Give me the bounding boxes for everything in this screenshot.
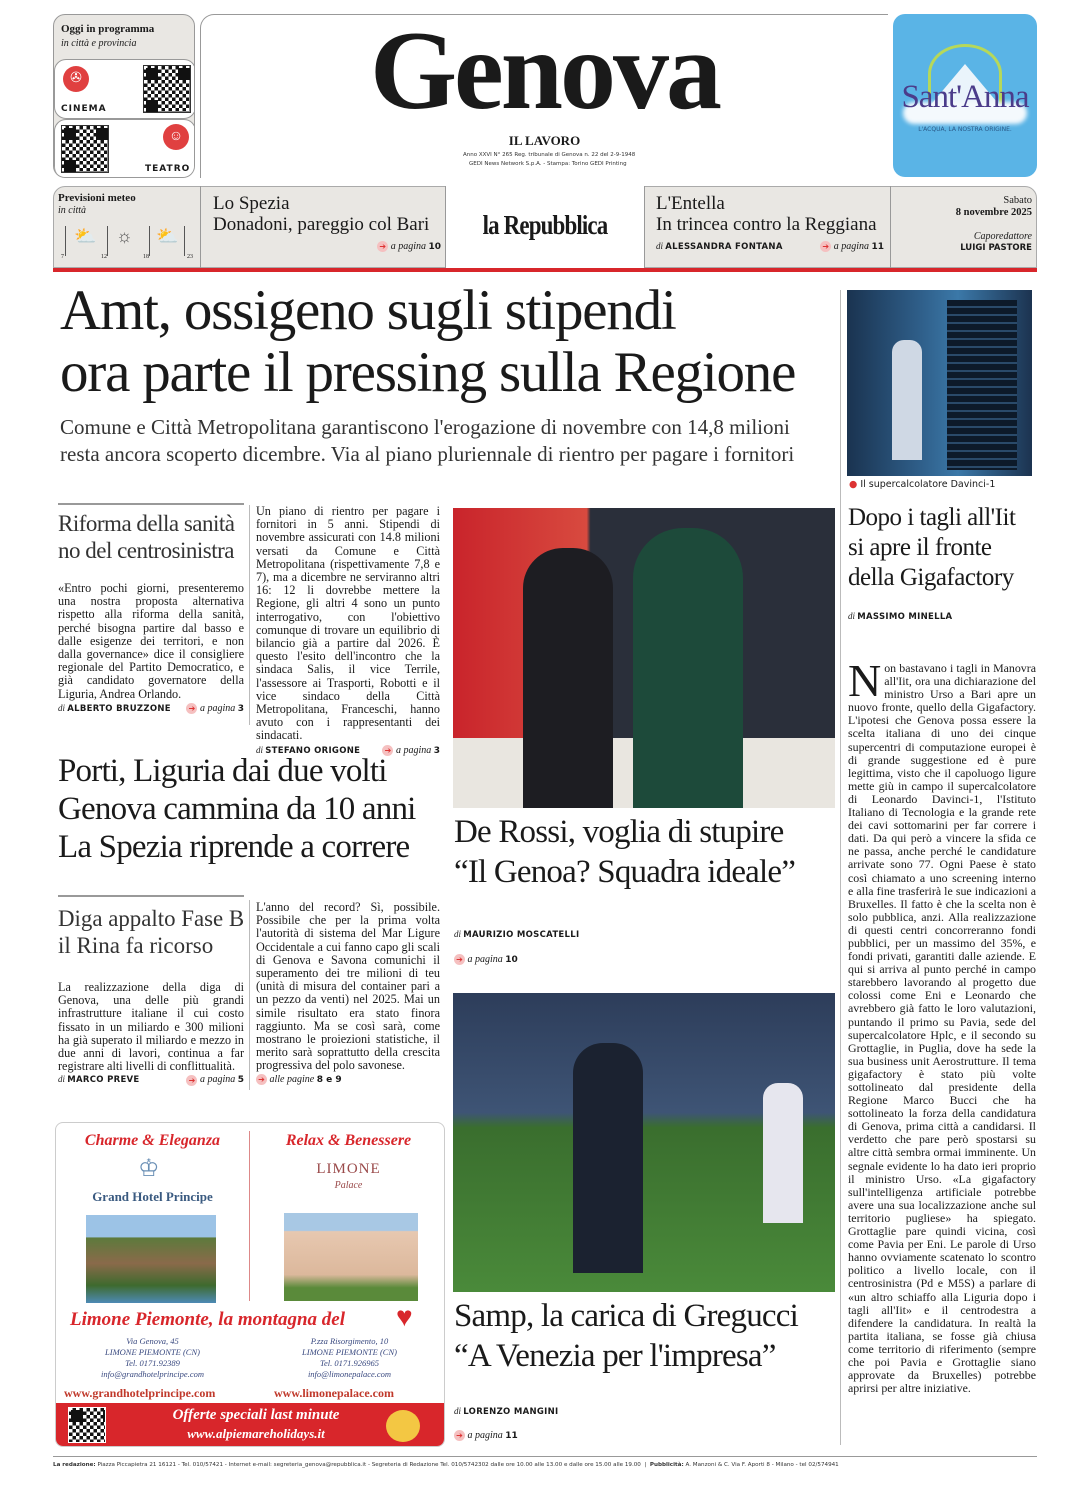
lead-subheadline: resta ancora scoperto dicembre. Via al piano pluriennale di rientro per pagare i fornitori [60, 442, 795, 466]
article-headline: Porti, Liguria dai due volti [58, 753, 387, 789]
byline [656, 241, 783, 252]
article-body: «Entro pochi giorni, presenteremo una nostra proposta alternativa rispetto alla riforma della sanità, perché bisogna partire dal basso e dalle esigenze dei territori, e non dalla governance» dice il consigliere regionale del Partito Democratico, e già candidato governatore della Liguria, Andrea Orlando. [58, 581, 244, 701]
layout-block [523, 548, 613, 808]
issue-date: 8 novembre 2025 [955, 207, 1032, 218]
layout-block [820, 241, 884, 252]
ad-bottom-left-addr-2: Tel. 0171.92389 [125, 1358, 180, 1368]
gigafactory-article[interactable] [848, 503, 1036, 1395]
lead-page: 3 [433, 745, 440, 756]
sanita-author: ALBERTO BRUZZONE [67, 703, 171, 714]
arrow-right-icon: ➔ [377, 241, 388, 252]
samp-ref: a pagina [467, 1430, 503, 1441]
porti-article[interactable] [58, 752, 442, 866]
arrow-right-icon: ➔ [820, 241, 831, 252]
lead-article[interactable] [60, 280, 835, 468]
qr-code-icon[interactable] [61, 125, 109, 173]
supercomputer-photo [847, 290, 1032, 476]
sanita-by-prefix: di [58, 702, 66, 713]
sun-icon: ☼ [116, 226, 133, 246]
layout-block [947, 300, 1017, 470]
ad-bottom-left-addr-0: Via Genova, 45 [126, 1336, 179, 1346]
santanna-tagline: L'ACQUA, LA NOSTRA ORIGINE. [918, 126, 1012, 133]
badge-icon [386, 1410, 420, 1442]
strip-spezia-page: 10 [428, 242, 441, 252]
entella-teaser[interactable] [656, 193, 884, 252]
samp-article[interactable] [454, 1296, 834, 1441]
sanita-page: 3 [237, 703, 244, 714]
program-subtitle: in città e provincia [61, 38, 137, 49]
derossi-by-prefix: di [454, 929, 462, 939]
dropcap: N [848, 655, 882, 706]
layout-block [249, 900, 250, 1090]
teaser-kicker: Lo Spezia [213, 193, 290, 214]
santanna-logo: Sant'Anna [901, 79, 1029, 115]
teaser-kicker: L'Entella [656, 193, 725, 214]
weather-hours-2: 18 [143, 254, 149, 260]
weekday: Sabato [1003, 195, 1032, 206]
layout-block [454, 954, 834, 965]
porti-body[interactable] [256, 901, 440, 1085]
diga-author: MARCO PREVE [67, 1075, 140, 1086]
layout-block [892, 340, 922, 460]
photo-caption [849, 479, 995, 491]
gregucci-photo [453, 993, 835, 1292]
caption-bullet-icon: ● [849, 479, 858, 490]
ad-offer-banner [56, 1403, 445, 1447]
partly-cloudy-icon: ⛅ [156, 226, 179, 246]
masthead-subtitle: IL LAVORO [508, 133, 581, 148]
footer: La redazione: Piazza Piccapietra 21 16121 - Tel. 010/57421 - Internet e-mail: segreteria_genova@repubblica.it - Segreteria di Redazione Tel. 010/5742302 dalle ore 10.00 alle 13.00 e dalle ore 15.00 alle 19.00 | Pubblicità: A. Manzoni & C. Via F. Aporti 8 - Milano - tel 02/574941 [53, 1462, 839, 1468]
ad-left-address [56, 1336, 249, 1380]
ad-offer: Offerte speciali last minute [172, 1407, 340, 1423]
layout-block [58, 703, 244, 714]
arrow-right-icon: ➔ [454, 954, 465, 965]
article-title: no del centrosinistra [58, 538, 235, 563]
strip-entella-page: 11 [871, 242, 884, 252]
byline [454, 929, 834, 940]
sanita-article[interactable] [58, 503, 244, 714]
derossi-author: MAURIZIO MOSCATELLI [463, 930, 580, 940]
samp-author: LORENZO MANGINI [463, 1407, 559, 1417]
hotel-ad[interactable] [55, 1122, 445, 1447]
strip-entella-ref: a pagina [833, 241, 869, 252]
ad-bottom-right-addr-2: Tel. 0171.926965 [320, 1358, 379, 1368]
ad-bottom-right-addr-3: info@limonepalace.com [307, 1369, 392, 1379]
arrow-right-icon: ➔ [382, 745, 393, 756]
article-headline: Dopo i tagli all'Iit [848, 504, 1016, 531]
teatro-label: TEATRO [145, 164, 191, 174]
lead-body[interactable] [256, 505, 440, 756]
edition-info: Anno XXVI N° 265 Reg. tribunale di Genova n. 22 del 2-9-1948 [463, 152, 636, 158]
layout-block [840, 290, 841, 1445]
footer-left-label: La redazione: [53, 1462, 96, 1468]
layout-block [186, 1074, 244, 1085]
teatro-link[interactable] [54, 119, 195, 178]
program-title: Oggi in programma [61, 23, 155, 35]
article-headline: della Gigafactory [848, 564, 1014, 591]
masthead [200, 9, 888, 178]
ad-left-website[interactable]: www.grandhotelprincipe.com [64, 1386, 216, 1400]
ad-left-title: Charme & Eleganza [84, 1132, 221, 1149]
layout-block [143, 226, 193, 260]
ad-right-website[interactable]: www.limonepalace.com [274, 1386, 394, 1400]
article-title: Riforma della sanità [58, 511, 235, 536]
layout-block [249, 1131, 250, 1301]
article-headline: “Il Genoa? Squadra ideale” [454, 854, 796, 890]
arrow-right-icon: ➔ [186, 703, 197, 714]
byline [454, 1406, 834, 1417]
article-headline: “A Venezia per l'impresa” [454, 1338, 776, 1374]
strip-entella-by-prefix: di [656, 241, 664, 251]
strip-spezia-ref: a pagina [390, 241, 426, 252]
ad-bottom-left-addr-1: LIMONE PIEMONTE (CN) [105, 1347, 200, 1357]
article-body: Un piano di rientro per pagare i fornitori in 5 anni. Stipendi di novembre assicurati con 14.8 milioni versati da Comune e Città Metropolitana (rispettivamente 7,8 e 7), ma a dicembre ne serviranno altri 16: 12 li dovrebbe mettere la Regione, gli altri 4 sono un punto interrogativo, con l'obiettivo comunque di trovare un equilibrio di bilancio già a partire dal 2026. È questo l'esito dell'incontro che la sindaca Salis, il vice Terrile, l'assessore ai Trasporti, Robotti e il vice sindaco della Città Metropolitana, Franceschi, hanno avuto con i rappresentanti dei sindacati. [256, 504, 440, 743]
layout-block [58, 1074, 244, 1085]
samp-by-prefix: di [454, 1406, 462, 1416]
cinema-label: CINEMA [61, 104, 107, 114]
red-rule [53, 268, 1037, 272]
article-headline: De Rossi, voglia di stupire [454, 814, 784, 850]
ad-right-title: Relax & Benessere [285, 1132, 412, 1149]
article-headline: si apre il fronte [848, 534, 992, 561]
layout-block [763, 1083, 803, 1223]
lead-author: STEFANO ORIGONE [265, 745, 361, 756]
byline [58, 1074, 140, 1085]
sanita-ref: a pagina [199, 702, 236, 714]
editor-name: LUIGI PASTORE [960, 243, 1032, 253]
lead-ref: a pagina [395, 744, 432, 756]
weather-subtitle: in città [58, 205, 87, 216]
derossi-article[interactable] [454, 812, 834, 965]
ad-right-brand: LIMONE [316, 1161, 381, 1177]
crown-logo-icon: ♔ [138, 1156, 160, 1182]
layout-block [848, 655, 1036, 1396]
weather-hours-1: 12 [101, 254, 107, 260]
partly-cloudy-icon: ⛅ [74, 226, 97, 246]
layout-block [186, 703, 244, 714]
article-body: L'anno del record? Sì, possibile. Possibile che per la prima volta l'autorità di sistema del Mar Ligure Occidentale a cui fanno capo gli scali di Genova e Savona comunichi il superamento dei tre milioni di teu (unità di misura del container pari a un pezzo da venti) nel 2025. Mai un simile risultato era stato finora raggiunto. Ma se così sarà, come mostrano le proiezioni statistiche, il merito sarà soprattutto della crescita progressiva del polo savonese. [256, 900, 440, 1073]
teaser-title: In trincea contro la Reggiana [656, 214, 877, 235]
lead-subheadline: Comune e Città Metropolitana garantiscono l'erogazione di novembre con 14,8 milioni [60, 415, 790, 439]
lead-by-prefix: di [256, 744, 264, 755]
article-body: La realizzazione della diga di Genova, una delle più grandi infrastrutture italiane il cui costo fissato in un miliardo e 300 milioni ha già superato il miliardo e mezzo in due anni di lavori, continua a far registrare alti livelli di conflittualità. [58, 980, 244, 1074]
layout-block [890, 186, 891, 268]
spezia-teaser[interactable] [213, 193, 441, 252]
theater-mask-icon: ☺ [163, 124, 189, 150]
byline [848, 611, 1036, 622]
qr-code-icon[interactable] [68, 1407, 106, 1443]
layout-block [213, 241, 441, 252]
publisher-info: GEDI News Network S.p.A. - Stampa: Torino GEDI Printing [469, 161, 627, 167]
arrow-right-icon: ➔ [256, 1074, 267, 1085]
byline [58, 703, 171, 714]
derossi-photo [453, 508, 835, 808]
layout-block [249, 505, 250, 725]
ad-offer-website: www.alpiemareholidays.it [187, 1426, 325, 1441]
lead-headline-line2: ora parte il pressing sulla Regione [60, 341, 796, 404]
weather-forecast [61, 226, 193, 260]
ad-slogan: Limone Piemonte, la montagna del [70, 1309, 345, 1330]
footer-right: A. Manzoni & C. Via F. Aporti 8 - Milano - tel 02/574941 [685, 1462, 839, 1468]
layout-block [256, 1074, 440, 1085]
weather-hours-3: 23 [187, 254, 193, 260]
layout-block [200, 186, 201, 268]
weather-box[interactable] [58, 192, 198, 266]
derossi-page: 10 [505, 955, 518, 965]
ad-bottom-right-addr-0: P.zza Risorgimento, 10 [310, 1336, 389, 1346]
article-title: il Rina fa ricorso [58, 933, 214, 958]
article-body: on bastavano i tagli in Manovra all'Iit, ora una dichiarazione del ministro Urso a Bari apre un nuovo fronte, quello della Gigafactory. L'ipotesi che Genova possa essere la scelta italiana di uno dei cinque supercentri di computazione europei è di grande suggestione ed è pure legittima, visto che il capoluogo ligure mette giù in campo il supercalcolatore di Leonardo Davinci-1, l'Istituto Italiano di Tecnologia e la grande rete dei cavi sottomarini per far correre i dati. Da qui però a vincere la sfida ce ne passa, anche perché le candidature arrivate sono 77. Ogni Paese è stato così chiamato a uno screening interno e alla fine trasferirà le sue indicazioni a Bruxelles. Il fatto è che la scelta non è solo pubblica, anzi. Alla realizzazione di questi centri concorreranno fondi pubblici, per un massimo del 35%, e fondi privati, garantiti dalle aziende. E qui si arriva al punto perché in campo starebbero lavorando al progetto due colossi come Eni e Leonardo che avrebbero già fatto le loro valutazioni, puntando il primo su Pavia, sede del supercalcolatore Hplc, e il secondo su Grottaglie, in Puglia, dove ha sede la sua business unit Aerostrutture. Il tema gigafactory è stato più volte sottolineato dal presidente della Regione Marco Bucci che ha sottolineato la forza della candidatura di Genova, prima città a candidarsi. Il verdetto che pare però spostarsi su altre città sembra ormai imminente. Un segnale evidente lo ha dato ieri proprio il ministro Urso. «La gigafactory sull'intelligenza artificiale potrebbe avere una sua localizzazione anche sul territorio pugliese» ha spiegato. Grottaglie pare quindi vicina, così come Pavia per Eni. Le parole di Urso hanno ovviamente scatenato lo scontro politico a livello locale, con il centrosinistra (Pd e M5S) a parlare di «un altro schiaffo alla Liguria dopo i tagli all'Iit» e il centrodestra a difendere la candidatura. In realtà la partita italiana, se fosse già chiusa come territorio di riferimento (sempre che poi Pavia e Grottaglie siano approvate da Bruxelles) potrebbe aprirsi per altre iniziative. [848, 661, 1036, 1396]
film-reel-icon: ✇ [63, 66, 89, 92]
cinema-link[interactable] [54, 59, 195, 119]
diga-ref: a pagina [199, 1074, 236, 1086]
program-box [53, 14, 195, 178]
article-headline: La Spezia riprende a correre [58, 829, 410, 865]
giga-author: MASSIMO MINELLA [857, 612, 953, 622]
footer-right-label: Pubblicità: [649, 1462, 684, 1468]
repubblica-logo: la Repubblica [482, 210, 608, 240]
ad-bottom-left-addr-3: info@grandhotelprincipe.com [101, 1369, 204, 1379]
giga-by-prefix: di [848, 611, 856, 621]
arrow-right-icon: ➔ [186, 1075, 197, 1086]
santanna-ad[interactable] [893, 14, 1037, 177]
editor-role: Caporedattore [973, 231, 1032, 242]
qr-code-icon[interactable] [143, 65, 191, 113]
article-headline: Samp, la carica di Gregucci [454, 1298, 798, 1334]
layout-block [573, 1043, 643, 1273]
layout-block [633, 528, 743, 808]
teaser-title: Donadoni, pareggio col Bari [213, 214, 430, 235]
layout-block [101, 226, 143, 260]
limone-palace-photo [284, 1213, 418, 1301]
ad-right-brand-sub: Palace [334, 1180, 363, 1191]
ad-right-address [253, 1336, 445, 1380]
layout-block [454, 1430, 834, 1441]
derossi-ref: a pagina [467, 954, 503, 965]
layout-block [53, 1456, 1037, 1457]
layout-block [61, 226, 101, 260]
strip-entella-author: ALESSANDRA FONTANA [665, 242, 783, 252]
date-box [895, 195, 1032, 254]
lead-headline-line1: Amt, ossigeno sugli stipendi [60, 279, 676, 342]
diga-article[interactable] [58, 895, 244, 1086]
porti-page: 8 e 9 [316, 1074, 342, 1085]
ad-bottom-right-addr-1: LIMONE PIEMONTE (CN) [302, 1347, 397, 1357]
weather-hours-0: 7 [61, 254, 64, 260]
hotel-principe-photo [86, 1215, 216, 1303]
article-title: Diga appalto Fase B [58, 906, 245, 931]
arrow-right-icon: ➔ [454, 1430, 465, 1441]
masthead-title: Genova [369, 9, 720, 133]
layout-block [656, 241, 884, 252]
footer-left: Piazza Piccapietra 21 16121 - Tel. 010/57421 - Internet e-mail: segreteria_genova@repubblica.it - Segreteria di Redazione Tel. 010/5742302 dalle ore 10.00 alle 13.00 e dalle ore 15.00 alle 19.00 [97, 1462, 641, 1468]
ad-left-brand: Grand Hotel Principe [92, 1189, 213, 1204]
diga-by-prefix: di [58, 1074, 66, 1085]
samp-page: 11 [505, 1431, 518, 1441]
repubblica-logo-box [445, 186, 645, 268]
giga-photo-caption: Il supercalcolatore Davinci-1 [860, 479, 996, 490]
porti-ref: alle pagine [269, 1073, 315, 1085]
heart-icon: ♥ [396, 1302, 413, 1333]
diga-page: 5 [237, 1075, 244, 1086]
article-headline: Genova cammina da 10 anni [58, 791, 416, 827]
weather-title: Previsioni meteo [58, 192, 136, 204]
